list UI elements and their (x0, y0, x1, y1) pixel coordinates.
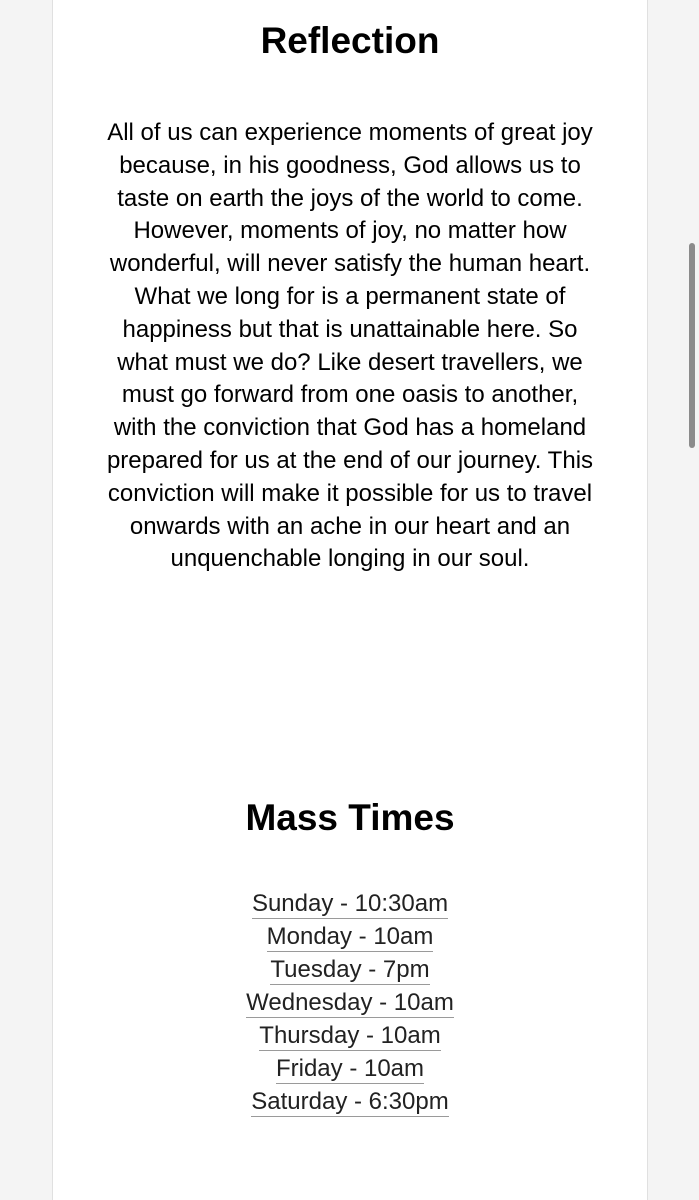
mass-time-link-saturday[interactable]: Saturday - 6:30pm (251, 1088, 449, 1115)
mass-time-link-tuesday[interactable]: Tuesday - 7pm (270, 956, 430, 983)
mass-time-link-sunday[interactable]: Sunday - 10:30am (251, 890, 449, 917)
mass-time-item (53, 920, 647, 953)
mass-times-list (53, 887, 647, 1118)
mass-time-link-wednesday[interactable]: Wednesday - 10am (246, 989, 454, 1016)
mass-time-item (53, 1085, 647, 1118)
mass-time-item (53, 986, 647, 1019)
mass-times-heading: Mass Times (245, 797, 455, 838)
mass-time-item (53, 1019, 647, 1052)
mass-time-link-friday[interactable]: Friday - 10am (275, 1055, 425, 1082)
content-panel (52, 0, 648, 1200)
reflection-heading: Reflection (260, 20, 440, 61)
reflection-text: All of us can experience moments of great joy because, in his goodness, God allows us to taste on earth the joys of the world to come. However, moments of joy, no matter how wonderful, will never satisfy the human heart. What we long for is a permanent state of happiness but that is unattainable here. So what must we do? Like desert travellers, we must go forward from one oasis to another, with the conviction that God has a homeland prepared for us at the end of our journey. This conviction will make it possible for us to travel onwards with an ache in our heart and an unquenchable longing in our soul. (106, 119, 594, 573)
vertical-scrollbar[interactable] (689, 243, 695, 448)
mass-time-item (53, 953, 647, 986)
mass-time-link-thursday[interactable]: Thursday - 10am (259, 1022, 441, 1049)
mass-time-link-monday[interactable]: Monday - 10am (266, 923, 434, 950)
mass-time-item (53, 1052, 647, 1085)
mass-time-item (53, 887, 647, 920)
